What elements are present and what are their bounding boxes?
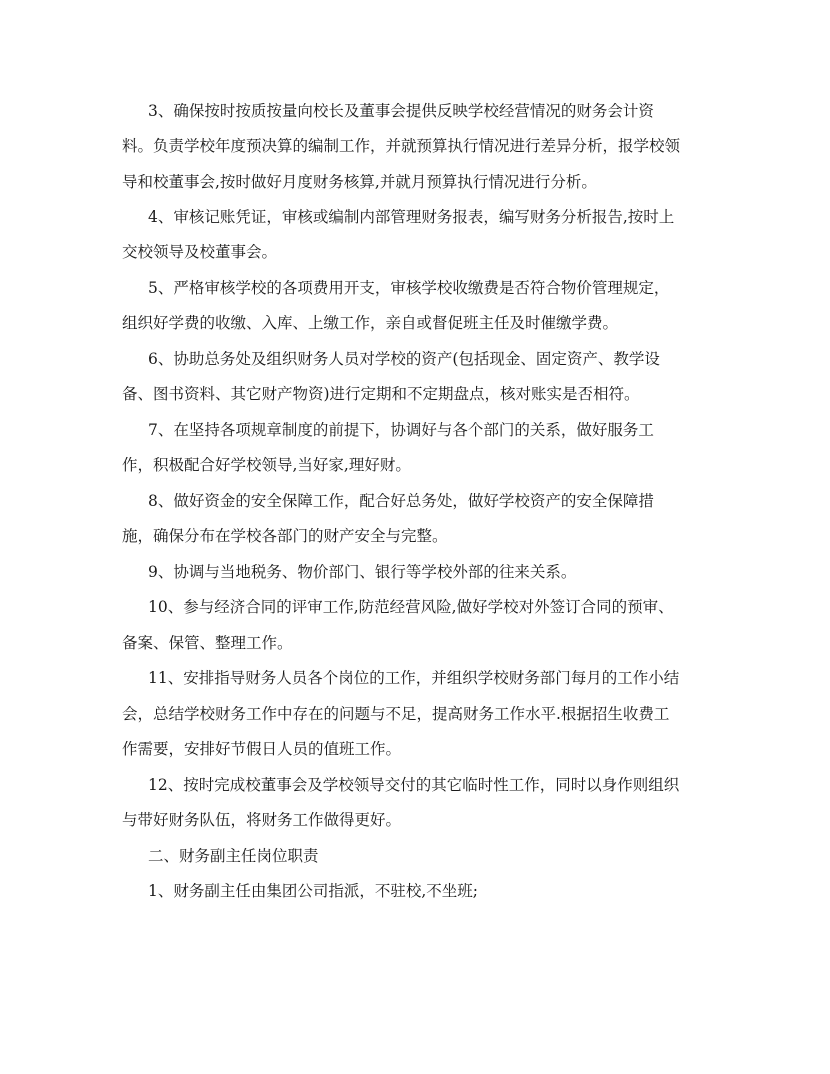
paragraph-12-line-1: 12、按时完成校董事会及学校领导交付的其它临时性工作，同时以身作则组织 [148, 776, 680, 794]
paragraph-12-line-2: 与带好财务队伍，将财务工作做得更好。 [122, 811, 402, 829]
paragraph-4-line-1: 4、审核记账凭证，审核或编制内部管理财务报表，编写财务分析报告,按时上 [148, 208, 675, 226]
paragraph-7-line-1: 7、在坚持各项规章制度的前提下，协调好与各个部门的关系，做好服务工 [148, 421, 654, 439]
paragraph-6-line-1: 6、协助总务处及组织财务人员对学校的资产(包括现金、固定资产、教学设 [148, 350, 660, 368]
paragraph-5-line-2: 组织好学费的收缴、入库、上缴工作，亲自或督促班主任及时催缴学费。 [122, 314, 619, 332]
paragraph-7-line-2: 作，积极配合好学校领导,当好家,理好财。 [122, 456, 411, 474]
section-item-1: 1、财务副主任由集团公司指派，不驻校,不坐班; [148, 882, 479, 900]
paragraph-10-line-2: 备案、保管、整理工作。 [122, 634, 293, 652]
paragraph-11-line-1: 11、安排指导财务人员各个岗位的工作，并组织学校财务部门每月的工作小结 [148, 669, 680, 687]
section-heading: 二、财务副主任岗位职责 [148, 847, 319, 865]
paragraph-3-line-1: 3、确保按时按质按量向校长及董事会提供反映学校经营情况的财务会计资 [148, 102, 654, 120]
paragraph-10-line-1: 10、参与经济合同的评审工作,防范经营风险,做好学校对外签订合同的预审、 [148, 598, 674, 616]
paragraph-3-line-2: 料。负责学校年度预决算的编制工作，并就预算执行情况进行差异分析，报学校领 [122, 137, 681, 155]
paragraph-6-line-2: 备、图书资料、其它财产物资)进行定期和不定期盘点，核对账实是否相符。 [122, 385, 640, 403]
paragraph-4-line-2: 交校领导及校董事会。 [122, 243, 278, 261]
paragraph-11-line-3: 作需要，安排好节假日人员的值班工作。 [122, 740, 402, 758]
paragraph-5-line-1: 5、严格审核学校的各项费用开支，审核学校收缴费是否符合物价管理规定， [148, 279, 670, 297]
paragraph-3-line-3: 导和校董事会,按时做好月度财务核算,并就月预算执行情况进行分析。 [122, 173, 597, 191]
paragraph-9-line-1: 9、协调与当地税务、物价部门、银行等学校外部的往来关系。 [148, 563, 577, 581]
paragraph-11-line-2: 会，总结学校财务工作中存在的问题与不足，提高财务工作水平.根据招生收费工 [122, 705, 670, 723]
paragraph-8-line-2: 施，确保分布在学校各部门的财产安全与完整。 [122, 527, 448, 545]
paragraph-8-line-1: 8、做好资金的安全保障工作，配合好总务处，做好学校资产的安全保障措 [148, 492, 654, 510]
